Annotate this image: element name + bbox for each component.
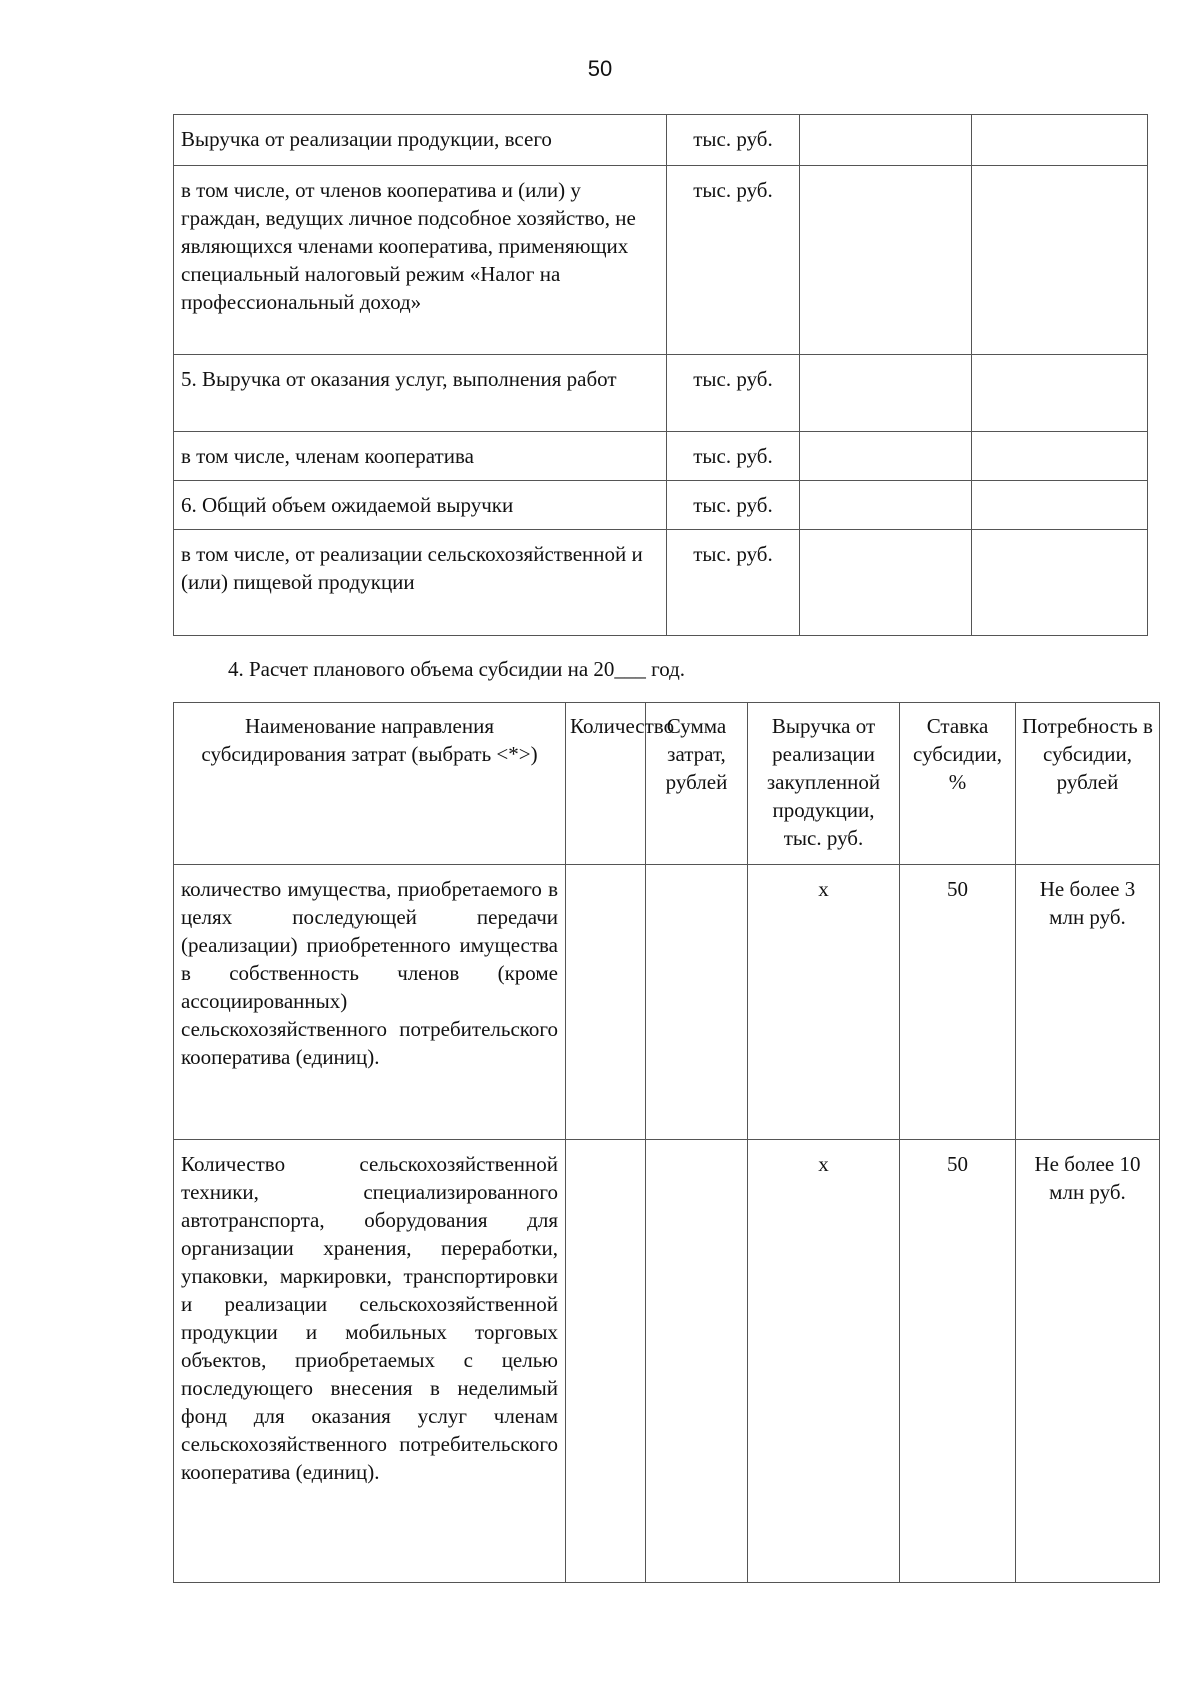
subsidy-table [173, 702, 1160, 1583]
row-label: в том числе, от реализации сельскохозяйственной и (или) пищевой продукции [174, 530, 667, 636]
cost-cell [646, 865, 748, 1140]
revenue-cell: х [748, 1140, 900, 1583]
value-cell [972, 530, 1148, 636]
row-unit: тыс. руб. [667, 355, 800, 432]
page-number: 50 [587, 56, 613, 81]
header-revenue: Выручка от реализации закупленной продукции, тыс. руб. [748, 703, 900, 865]
revenue-table [173, 114, 1148, 636]
table-row [174, 166, 1148, 355]
table-row [174, 115, 1148, 166]
row-unit: тыс. руб. [667, 166, 800, 355]
value-cell [972, 115, 1148, 166]
direction-cell: количество имущества, приобретаемого в целях последующей передачи (реализации) приобретенного имущества в собственность членов (кроме ассоциированных) сельскохозяйственного потребительского кооператива (единиц). [174, 865, 566, 1140]
value-cell [972, 355, 1148, 432]
section-heading: 4. Расчет планового объема субсидии на 20___ год. [228, 657, 686, 681]
header-rate: Ставка субсидии, % [900, 703, 1016, 865]
direction-cell: Количество сельскохозяйственной техники, специализированного автотранспорта, оборудования для организации хранения, переработки, упаковки, маркировки, транспортировки и реализации сельскохозяйственной продукции и мобильных торговых объектов, приобретаемых с целью последующего внесения в неделимый фонд для оказания услуг членам сельскохозяйственного потребительского кооператива (единиц). [174, 1140, 566, 1583]
value-cell [972, 166, 1148, 355]
table-row [174, 432, 1148, 481]
value-cell [800, 432, 972, 481]
row-unit: тыс. руб. [667, 115, 800, 166]
value-cell [972, 432, 1148, 481]
table-row [174, 355, 1148, 432]
need-cell: Не более 10 млн руб. [1016, 1140, 1160, 1583]
quantity-cell [566, 865, 646, 1140]
table-row [174, 865, 1160, 1140]
header-need: Потребность в субсидии, рублей [1016, 703, 1160, 865]
need-cell: Не более 3 млн руб. [1016, 865, 1160, 1140]
revenue-cell: х [748, 865, 900, 1140]
row-unit: тыс. руб. [667, 481, 800, 530]
value-cell [800, 481, 972, 530]
header-cost: Сумма затрат, рублей [646, 703, 748, 865]
table-header-row [174, 703, 1160, 865]
quantity-cell [566, 1140, 646, 1583]
row-label: в том числе, от членов кооператива и (или) у граждан, ведущих личное подсобное хозяйство, не являющихся членами кооператива, применяющих специальный налоговый режим «Налог на профессиональный доход» [174, 166, 667, 355]
value-cell [800, 115, 972, 166]
row-label: 5. Выручка от оказания услуг, выполнения работ [174, 355, 667, 432]
table-row [174, 1140, 1160, 1583]
header-quantity: Количество [566, 703, 646, 865]
header-direction: Наименование направления субсидирования затрат (выбрать <*>) [174, 703, 566, 865]
rate-cell: 50 [900, 865, 1016, 1140]
row-unit: тыс. руб. [667, 432, 800, 481]
row-label: 6. Общий объем ожидаемой выручки [174, 481, 667, 530]
cost-cell [646, 1140, 748, 1583]
row-label: в том числе, членам кооператива [174, 432, 667, 481]
value-cell [972, 481, 1148, 530]
table-row [174, 530, 1148, 636]
table-row [174, 481, 1148, 530]
value-cell [800, 166, 972, 355]
row-unit: тыс. руб. [667, 530, 800, 636]
value-cell [800, 355, 972, 432]
row-label: Выручка от реализации продукции, всего [174, 115, 667, 166]
rate-cell: 50 [900, 1140, 1016, 1583]
value-cell [800, 530, 972, 636]
